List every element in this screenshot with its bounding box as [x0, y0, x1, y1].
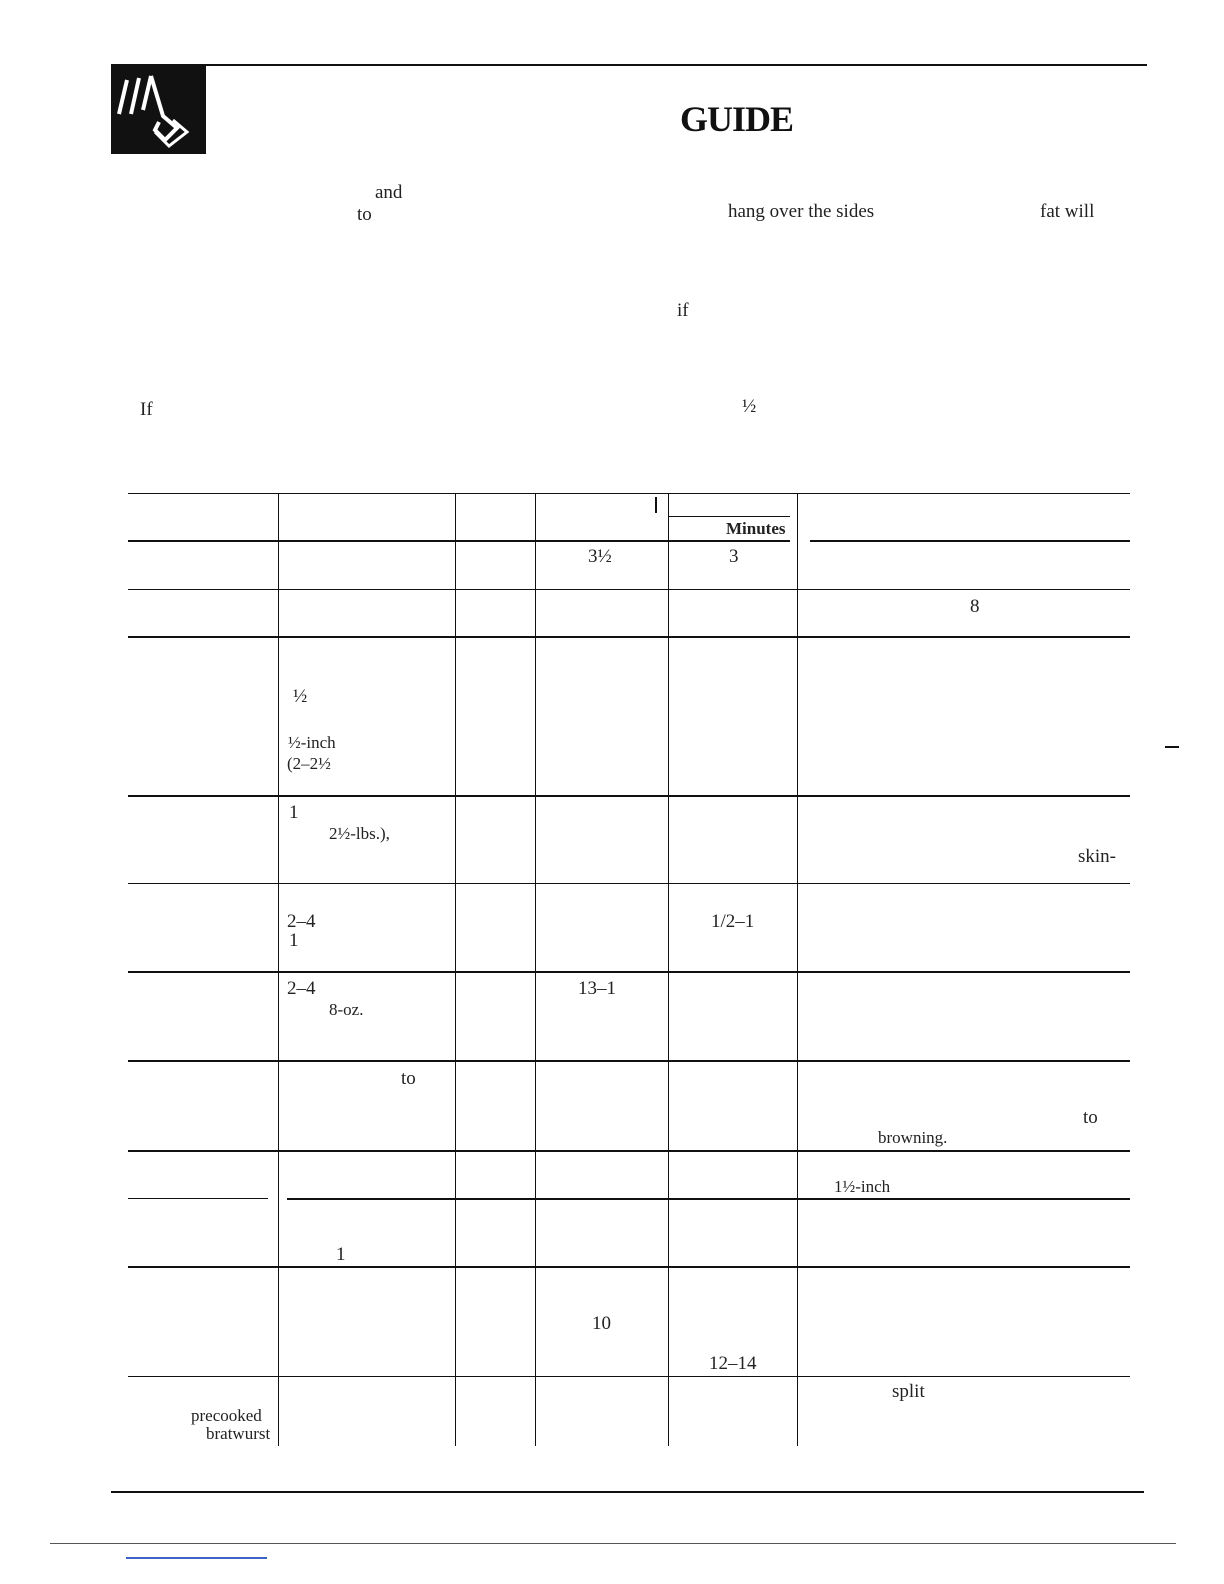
cell-c22: 12–14	[709, 1353, 757, 1374]
page-bottom-rule	[50, 1543, 1176, 1544]
cell-c2: 3	[729, 546, 739, 567]
header-bottom-rule-right	[810, 540, 1130, 542]
intro-fragment-to: to	[357, 204, 372, 225]
intro-fragment-fat: fat will	[1040, 201, 1095, 222]
cell-c11: 1	[289, 930, 299, 951]
intro-fragment-hang: hang over the sides	[728, 201, 875, 222]
footer-rule	[111, 1491, 1144, 1493]
intro-fragment-half: ½	[742, 396, 757, 417]
cell-c25: bratwurst	[206, 1424, 271, 1443]
cell-c24: precooked	[191, 1406, 262, 1425]
col-rule-2	[455, 493, 456, 1446]
col-rule-1	[278, 493, 279, 1446]
link-underline	[126, 1557, 267, 1559]
cell-c12: 1/2–1	[711, 911, 755, 932]
col-rule-3	[535, 493, 536, 1446]
cell-c19: 1½-inch	[834, 1177, 891, 1196]
cell-c23: split	[892, 1381, 925, 1402]
cell-c16: to	[401, 1068, 416, 1089]
cell-c4: ½	[293, 686, 308, 707]
cell-c9: skin-	[1078, 846, 1116, 867]
header-minutes: Minutes	[726, 519, 786, 538]
cell-c20: 1	[336, 1244, 346, 1265]
col-rule-5	[797, 493, 798, 1446]
cell-c14: 8-oz.	[329, 1000, 364, 1019]
cell-c10: 2–4	[287, 911, 316, 932]
page-title: GUIDE	[680, 99, 794, 139]
cell-c21: 10	[592, 1313, 611, 1334]
cell-c13: 2–4	[287, 978, 316, 999]
cell-c8: 2½-lbs.),	[329, 824, 390, 843]
cell-c18: browning.	[878, 1128, 948, 1147]
intro-fragment-If: If	[140, 399, 153, 420]
edge-mark	[1165, 746, 1179, 748]
cell-c6: (2–2½	[287, 754, 331, 773]
cell-c15: 13–1	[578, 978, 616, 999]
hand-touch-icon-svg	[111, 66, 206, 160]
intro-fragment-and: and	[375, 182, 403, 203]
cell-c17: to	[1083, 1107, 1098, 1128]
row-rule-8b	[287, 1198, 1130, 1200]
cell-c5: ½-inch	[288, 733, 336, 752]
cell-c7: 1	[289, 802, 299, 823]
col-rule-4	[668, 493, 669, 1446]
header-bottom-rule	[128, 540, 790, 542]
header-tick	[655, 497, 657, 513]
top-rule	[111, 64, 1147, 66]
cell-c1: 3½	[588, 546, 612, 567]
hand-touch-icon	[111, 66, 206, 160]
header-sub-rule	[669, 516, 790, 517]
row-rule-8a	[128, 1198, 268, 1199]
cell-c3: 8	[970, 596, 980, 617]
intro-fragment-if: if	[677, 300, 689, 321]
